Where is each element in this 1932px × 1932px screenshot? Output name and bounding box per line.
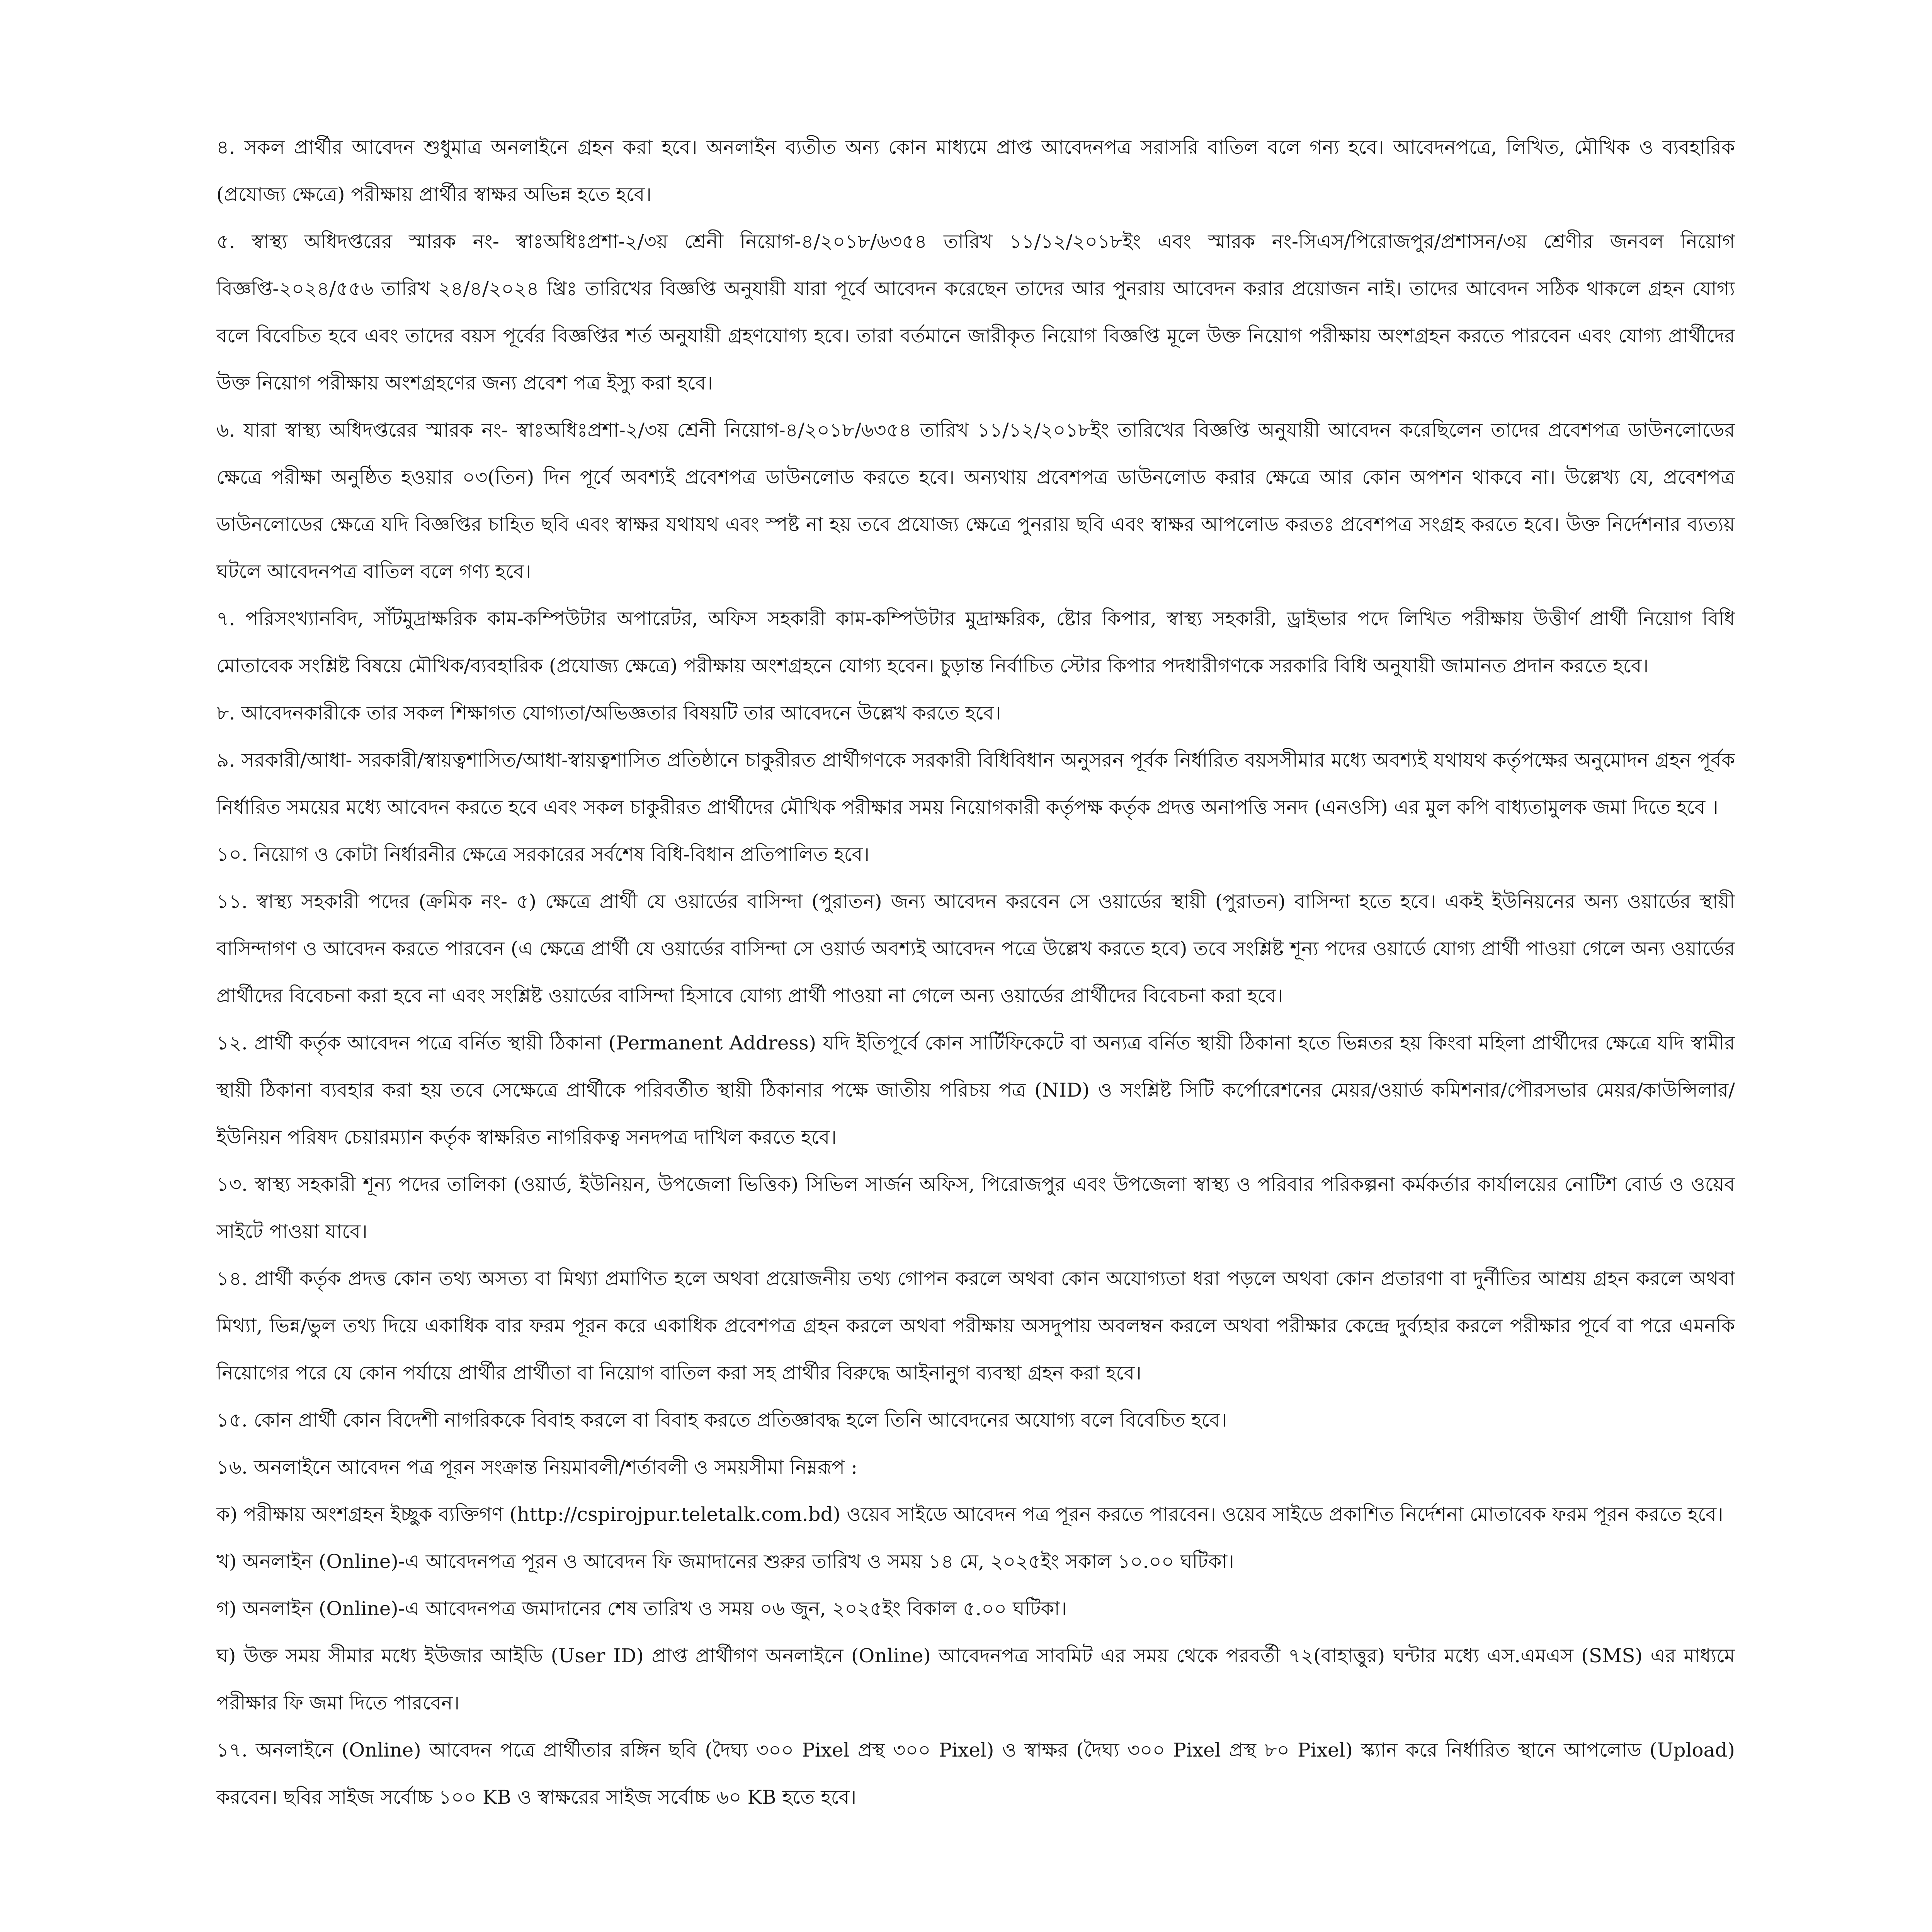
paragraph-8 <box>216 689 1735 736</box>
paragraph-7 <box>216 595 1735 689</box>
paragraph-16 <box>216 1444 1735 1491</box>
paragraph-9 <box>216 736 1735 831</box>
paragraph-text: ১৩. স্বাস্থ্য সহকারী শূন্য পদের তালিকা (ওয়ার্ড, ইউনিয়ন, উপজেলা ভিত্তিক) সিভিল সার্জন অফিস, পিরোজপুর এবং উপজেলা স্বাস্থ্য ও পরিবার পরিকল্পনা কর্মকর্তার কার্যালয়ের নোটিশ বোর্ড ও ওয়েব সাইটে পাওয়া যাবে। <box>216 1173 1735 1243</box>
paragraph-text: ঘ) উক্ত সময় সীমার মধ্যে ইউজার আইডি (User ID) প্রাপ্ত প্রার্থীগণ অনলাইনে (Online) আবেদনপত্র সাবমিট এর সময় থেকে পরবর্তী ৭২(বাহাত্তুর) ঘন্টার মধ্যে এস.এমএস (SMS) এর মাধ্যমে পরীক্ষার ফি জমা দিতে পারবেন। <box>216 1645 1735 1714</box>
paragraph-10 <box>216 831 1735 878</box>
paragraph-text: ১৭. অনলাইনে (Online) আবেদন পত্রে প্রার্থীতার রঙ্গিন ছবি (দৈঘ্য ৩০০ Pixel প্রস্থ ৩০০ Pixel) ও স্বাক্ষর (দৈঘ্য ৩০০ Pixel প্রস্থ ৮০ Pixel) স্ক্যান করে নির্ধারিত স্থানে আপলোড (Upload) করবেন। ছবির সাইজ সর্বোচ্চ ১০০ KB ও স্বাক্ষরের সাইজ সর্বোচ্চ ৬০ KB হতে হবে। <box>216 1739 1735 1808</box>
document-body <box>216 124 1735 1821</box>
paragraph-text: ১০. নিয়োগ ও কোটা নির্ধারনীর ক্ষেত্রে সরকারের সর্বশেষ বিধি-বিধান প্রতিপালিত হবে। <box>216 843 870 866</box>
paragraph-6 <box>216 406 1735 595</box>
paragraph-13 <box>216 1161 1735 1255</box>
paragraph-17 <box>216 1726 1735 1821</box>
paragraph-11 <box>216 878 1735 1019</box>
paragraph-text: ৫. স্বাস্থ্য অধিদপ্তরের স্মারক নং- স্বাঃঅধিঃপ্রশা-২/৩য় শ্রেনী নিয়োগ-৪/২০১৮/৬৩৫৪ তারিখ ১১/১২/২০১৮ইং এবং স্মারক নং-সিএস/পিরোজপুর/প্রশাসন/৩য় শ্রেণীর জনবল নিয়োগ বিজ্ঞপ্তি-২০২৪/৫৫৬ তারিখ ২৪/৪/২০২৪ খ্রিঃ তারিখের বিজ্ঞপ্তি অনুযায়ী যারা পূর্বে আবেদন করেছেন তাদের আর পুনরায় আবেদন করার প্রয়োজন নাই। তাদের আবেদন সঠিক থাকলে গ্রহন যোগ্য বলে বিবেচিত হবে এবং তাদের বয়স পূর্বের বিজ্ঞপ্তির শর্ত অনুযায়ী গ্রহণযোগ্য হবে। তারা বর্তমানে জারীকৃত নিয়োগ বিজ্ঞপ্তি মূলে উক্ত নিয়োগ পরীক্ষায় অংশগ্রহন করতে পারবেন এবং যোগ্য প্রার্থীদের উক্ত নিয়োগ পরীক্ষায় অংশগ্রহণের জন্য প্রবেশ পত্র ইস্যু করা হবে। <box>216 230 1735 394</box>
paragraph-15 <box>216 1396 1735 1444</box>
paragraph-14 <box>216 1255 1735 1396</box>
paragraph-12 <box>216 1019 1735 1161</box>
paragraph-text: ৮. আবেদনকারীকে তার সকল শিক্ষাগত যোগ্যতা/অভিজ্ঞতার বিষয়টি তার আবেদনে উল্লেখ করতে হবে। <box>216 702 1001 724</box>
paragraph-text: ৪. সকল প্রার্থীর আবেদন শুধুমাত্র অনলাইনে গ্রহন করা হবে। অনলাইন ব্যতীত অন্য কোন মাধ্যমে প্রাপ্ত আবেদনপত্র সরাসরি বাতিল বলে গন্য হবে। আবেদনপত্রে, লিখিত, মৌখিক ও ব্যবহারিক (প্রযোজ্য ক্ষেত্রে) পরীক্ষায় প্রার্থীর স্বাক্ষর অভিন্ন হতে হবে। <box>216 136 1735 206</box>
paragraph-text: গ) অনলাইন (Online)-এ আবেদনপত্র জমাদানের শেষ তারিখ ও সময় ০৬ জুন, ২০২৫ইং বিকাল ৫.০০ ঘটিকা। <box>216 1597 1067 1620</box>
paragraph-text: ক) পরীক্ষায় অংশগ্রহন ইচ্ছুক ব্যক্তিগণ (http://cspirojpur.teletalk.com.bd) ওয়েব সাইডে আবেদন পত্র পূরন করতে পারবেন। ওয়েব সাইডে প্রকাশিত নির্দেশনা মোতাবেক ফরম পূরন করতে হবে। <box>216 1503 1723 1526</box>
paragraph-16-gha <box>216 1632 1735 1726</box>
paragraph-text: ৬. যারা স্বাস্থ্য অধিদপ্তরের স্মারক নং- স্বাঃঅধিঃপ্রশা-২/৩য় শ্রেনী নিয়োগ-৪/২০১৮/৬৩৫৪ তারিখ ১১/১২/২০১৮ইং তারিখের বিজ্ঞপ্তি অনুযায়ী আবেদন করেছিলেন তাদের প্রবেশপত্র ডাউনলোডের ক্ষেত্রে পরীক্ষা অনুষ্ঠিত হওয়ার ০৩(তিন) দিন পূর্বে অবশ্যই প্রবেশপত্র ডাউনলোড করতে হবে। অন্যথায় প্রবেশপত্র ডাউনলোড করার ক্ষেত্রে আর কোন অপশন থাকবে না। উল্লেখ্য যে, প্রবেশপত্র ডাউনলোডের ক্ষেত্রে যদি বিজ্ঞপ্তির চাহিত ছবি এবং স্বাক্ষর যথাযথ এবং স্পষ্ট না হয় তবে প্রযোজ্য ক্ষেত্রে পুনরায় ছবি এবং স্বাক্ষর আপলোড করতঃ প্রবেশপত্র সংগ্রহ করতে হবে। উক্ত নির্দেশনার ব্যত্যয় ঘটলে আবেদনপত্র বাতিল বলে গণ্য হবে। <box>216 419 1735 583</box>
paragraph-text: ১৫. কোন প্রার্থী কোন বিদেশী নাগরিককে বিবাহ করলে বা বিবাহ করতে প্রতিজ্ঞাবদ্ধ হলে তিনি আবেদনের অযোগ্য বলে বিবেচিত হবে। <box>216 1409 1227 1431</box>
paragraph-5 <box>216 218 1735 406</box>
paragraph-text: ১৪. প্রার্থী কর্তৃক প্রদত্ত কোন তথ্য অসত্য বা মিথ্যা প্রমাণিত হলে অথবা প্রয়োজনীয় তথ্য গোপন করলে অথবা কোন অযোগ্যতা ধরা পড়লে অথবা কোন প্রতারণা বা দুর্নীতির আশ্রয় গ্রহন করলে অথবা মিথ্যা, ভিন্ন/ভুল তথ্য দিয়ে একাধিক বার ফরম পূরন করে একাধিক প্রবেশপত্র গ্রহন করলে অথবা পরীক্ষায় অসদুপায় অবলম্বন করলে অথবা পরীক্ষার কেন্দ্রে দুর্ব্যহার করলে পরীক্ষার পূর্বে বা পরে এমনকি নিয়োগের পরে যে কোন পর্যায়ে প্রার্থীর প্রার্থীতা বা নিয়োগ বাতিল করা সহ প্রার্থীর বিরুদ্ধে আইনানুগ ব্যবস্থা গ্রহন করা হবে। <box>216 1267 1735 1384</box>
paragraph-16-ga <box>216 1585 1735 1632</box>
paragraph-16-ka <box>216 1491 1735 1538</box>
paragraph-text: ১১. স্বাস্থ্য সহকারী পদের (ক্রমিক নং- ৫) ক্ষেত্রে প্রার্থী যে ওয়ার্ডের বাসিন্দা (পুরাতন) জন্য আবেদন করবেন সে ওয়ার্ডের স্থায়ী (পুরাতন) বাসিন্দা হতে হবে। একই ইউনিয়নের অন্য ওয়ার্ডের স্থায়ী বাসিন্দাগণ ও আবেদন করতে পারবেন (এ ক্ষেত্রে প্রার্থী যে ওয়ার্ডের বাসিন্দা সে ওয়ার্ড অবশ্যই আবেদন পত্রে উল্লেখ করতে হবে) তবে সংশ্লিষ্ট শূন্য পদের ওয়ার্ডে যোগ্য প্রার্থী পাওয়া গেলে অন্য ওয়ার্ডের প্রার্থীদের বিবেচনা করা হবে না এবং সংশ্লিষ্ট ওয়ার্ডের বাসিন্দা হিসাবে যোগ্য প্রার্থী পাওয়া না গেলে অন্য ওয়ার্ডের প্রার্থীদের বিবেচনা করা হবে। <box>216 890 1735 1007</box>
paragraph-text: খ) অনলাইন (Online)-এ আবেদনপত্র পূরন ও আবেদন ফি জমাদানের শুরুর তারিখ ও সময় ১৪ মে, ২০২৫ইং সকাল ১০.০০ ঘটিকা। <box>216 1550 1234 1573</box>
paragraph-text: ৭. পরিসংখ্যানবিদ, সাঁটমুদ্রাক্ষরিক কাম-কম্পিউটার অপারেটর, অফিস সহকারী কাম-কম্পিউটার মুদ্রাক্ষরিক, ষ্টোর কিপার, স্বাস্থ্য সহকারী, ড্রাইভার পদে লিখিত পরীক্ষায় উত্তীর্ণ প্রার্থী নিয়োগ বিধি মোতাবেক সংশ্লিষ্ট বিষয়ে মৌখিক/ব্যবহারিক (প্রযোজ্য ক্ষেত্রে) পরীক্ষায় অংশগ্রহনে যোগ্য হবেন। চুড়ান্ত নির্বাচিত স্টোর কিপার পদধারীগণকে সরকারি বিধি অনুযায়ী জামানত প্রদান করতে হবে। <box>216 607 1735 677</box>
paragraph-4 <box>216 124 1735 218</box>
paragraph-text: ১৬. অনলাইনে আবেদন পত্র পূরন সংক্রান্ত নিয়মাবলী/শর্তাবলী ও সময়সীমা নিম্নরূপ : <box>216 1456 857 1478</box>
paragraph-text: ১২. প্রার্থী কর্তৃক আবেদন পত্রে বর্নিত স্থায়ী ঠিকানা (Permanent Address) যদি ইতিপূর্বে কোন সার্টিফিকেটে বা অন্যত্র বর্নিত স্থায়ী ঠিকানা হতে ভিন্নতর হয় কিংবা মহিলা প্রার্থীদের ক্ষেত্রে যদি স্বামীর স্থায়ী ঠিকানা ব্যবহার করা হয় তবে সেক্ষেত্রে প্রার্থীকে পরিবর্তীত স্থায়ী ঠিকানার পক্ষে জাতীয় পরিচয় পত্র (NID) ও সংশ্লিষ্ট সিটি কর্পোরেশনের মেয়র/ওয়ার্ড কমিশনার/পৌরসভার মেয়র/কাউন্সিলার/ইউনিয়ন পরিষদ চেয়ারম্যান কর্তৃক স্বাক্ষরিত নাগরিকত্ব সনদপত্র দাখিল করতে হবে। <box>216 1032 1735 1148</box>
paragraph-text: ৯. সরকারী/আধা- সরকারী/স্বায়ত্বশাসিত/আধা-স্বায়ত্বশাসিত প্রতিষ্ঠানে চাকুরীরত প্রার্থীগণকে সরকারী বিধিবিধান অনুসরন পূর্বক নির্ধারিত বয়সসীমার মধ্যে অবশ্যই যথাযথ কর্তৃপক্ষের অনুমোদন গ্রহন পূর্বক নির্ধারিত সময়ের মধ্যে আবেদন করতে হবে এবং সকল চাকুরীরত প্রার্থীদের মৌখিক পরীক্ষার সময় নিয়োগকারী কর্তৃপক্ষ কর্তৃক প্রদত্ত অনাপত্তি সনদ (এনওসি) এর মুল কপি বাধ্যতামুলক জমা দিতে হবে । <box>216 749 1735 818</box>
paragraph-16-kha <box>216 1538 1735 1585</box>
